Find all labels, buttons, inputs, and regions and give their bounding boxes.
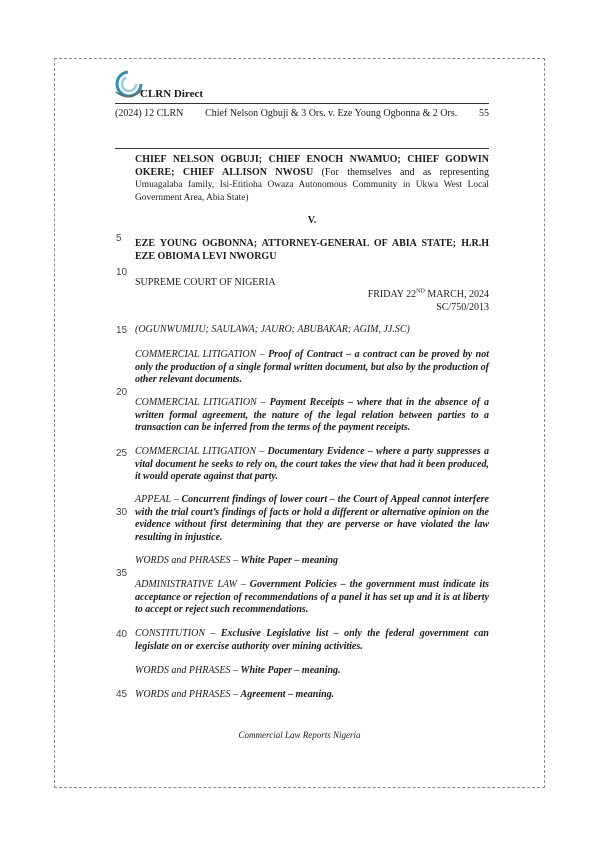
- court-name: SUPREME COURT OF NIGERIA: [135, 277, 276, 288]
- appellants-block: [135, 154, 489, 204]
- headnote: COMMERCIAL LITIGATION – Documentary Evidence – where a party suppresses a vital document he seeks to rely on, the court takes the view that had it been produced, it would operate against that party.: [135, 446, 489, 483]
- versus: V.: [307, 215, 317, 226]
- brand-name: CLRN Direct: [140, 88, 204, 100]
- headnote: COMMERCIAL LITIGATION – Payment Receipts – where that in the absence of a written formal agreement, the nature of the legal relation between parties to a transaction can be inferred from the terms of the payment receipts.: [135, 397, 489, 434]
- line-number: 5: [116, 233, 122, 244]
- line-number: 40: [116, 629, 128, 640]
- running-header: [115, 108, 489, 119]
- coram: (OGUNWUMIJU; SAULAWA; JAURO; ABUBAKAR; AGIM, JJ.SC): [135, 324, 410, 335]
- headnote: WORDS and PHRASES – White Paper – meaning: [135, 555, 339, 566]
- line-number: 25: [116, 448, 128, 459]
- appellants-capacity-cont: Umuagalaba family, Isi-Etitioha Owaza Autonomous Community in Ukwa West Local Government Area, Abia State): [135, 180, 489, 203]
- headnote: WORDS and PHRASES – Agreement – meaning.: [135, 689, 335, 700]
- suit-number: SC/750/2013: [436, 302, 489, 313]
- headnote: CONSTITUTION – Exclusive Legislative list – only the federal government can legislate on or exercise authority over mining activities.: [135, 628, 489, 652]
- headnote: COMMERCIAL LITIGATION – Proof of Contract – a contract can be proved by not only the production of a single formal written document, but also by the production of other relevant documents.: [135, 349, 489, 386]
- appellants-names: CHIEF NELSON OGBUJI; CHIEF ENOCH NWAMUO; CHIEF GODWIN OKERE; CHIEF ALLISON NWOSU: [135, 154, 489, 178]
- page-number: 55: [479, 108, 489, 119]
- line-number: 15: [116, 325, 128, 336]
- judgment-date: FRIDAY 22ND MARCH, 2024: [367, 288, 489, 300]
- line-number: 10: [116, 267, 128, 278]
- headnote: APPEAL – Concurrent findings of lower court – the Court of Appeal cannot interfere with the trial court’s findings of facts or hold a different or alternative opinion on the evidence without first determining that they are perverse or have violated the law resulting in injustice.: [135, 494, 489, 543]
- appellants-capacity: (For themselves and as representing: [321, 166, 489, 178]
- respondents: EZE YOUNG OGBONNA; ATTORNEY-GENERAL OF ABIA STATE; H.R.H EZE OBIOMA LEVI NWORGU: [135, 238, 489, 262]
- headnote: ADMINISTRATIVE LAW – Government Policies – the government must indicate its acceptance or rejection of recommendations of a panel it has set up and it is at liberty to accept or reject such recommendations.: [135, 579, 489, 616]
- line-number: 30: [116, 507, 128, 518]
- line-number: 20: [116, 387, 128, 398]
- footer: Commercial Law Reports Nigeria: [238, 730, 361, 740]
- line-number: 45: [116, 689, 128, 700]
- header-rule: [115, 103, 489, 104]
- section-rule: [115, 148, 489, 149]
- case-title: Chief Nelson Ogbuji & 3 Ors. v. Eze Young Ogbonna & 2 Ors.: [205, 108, 458, 119]
- citation: (2024) 12 CLRN: [115, 108, 184, 119]
- headnote: WORDS and PHRASES – White Paper – meaning.: [135, 665, 341, 676]
- line-number: 35: [116, 568, 128, 579]
